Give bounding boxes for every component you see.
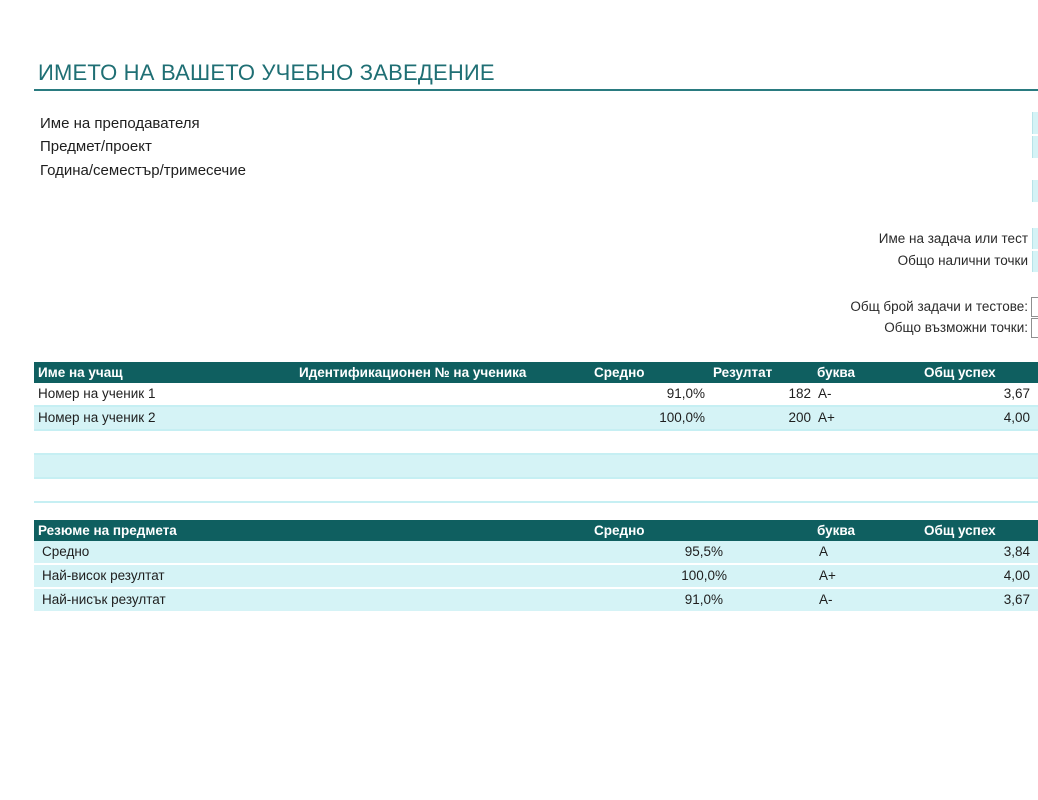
subject-input-cell[interactable] [1032, 136, 1038, 158]
summary-name-cell: Най-нисък резултат [42, 592, 166, 607]
total-tasks-label: Общ брой задачи и тестове: [850, 299, 1028, 314]
summary-average-cell: 95,5% [684, 544, 723, 559]
gpa-cell: 3,67 [1003, 386, 1030, 401]
summary-header-letter: буква [817, 523, 856, 538]
empty-table-row[interactable] [34, 455, 1038, 479]
students-table [34, 362, 1038, 503]
subject-label: Предмет/проект [40, 138, 152, 155]
score-cell: 182 [788, 386, 811, 401]
teacher-input-cell[interactable] [1032, 112, 1038, 134]
summary-header-average: Средно [594, 523, 645, 538]
students-table-header [34, 362, 1038, 383]
header-average[interactable]: Средно [594, 365, 645, 380]
gpa-cell: 4,00 [1003, 410, 1030, 425]
title-underline [34, 89, 1038, 91]
term-input-cell[interactable] [1032, 180, 1038, 202]
header-score[interactable]: Резултат [713, 365, 773, 380]
header-letter[interactable]: буква [817, 365, 856, 380]
summary-row [34, 565, 1038, 589]
available-points-input-cell[interactable] [1032, 251, 1038, 272]
summary-letter-cell: A+ [819, 568, 836, 583]
summary-row [34, 541, 1038, 565]
letter-cell: A- [818, 386, 832, 401]
letter-cell: A+ [818, 410, 835, 425]
score-cell: 200 [788, 410, 811, 425]
table-row[interactable] [34, 407, 1038, 431]
summary-letter-cell: A [819, 544, 829, 559]
summary-average-cell: 100,0% [681, 568, 727, 583]
empty-table-row[interactable] [34, 431, 1038, 455]
total-points-label: Общо възможни точки: [884, 320, 1028, 335]
total-tasks-cell [1031, 297, 1038, 317]
average-cell: 100,0% [659, 410, 705, 425]
summary-table [34, 520, 1038, 613]
term-label: Година/семестър/тримесечие [40, 162, 246, 179]
empty-table-row[interactable] [34, 479, 1038, 503]
header-student-id[interactable]: Идентификационен № на ученика [299, 365, 527, 380]
assignment-name-input-cell[interactable] [1032, 228, 1038, 249]
average-cell: 91,0% [666, 386, 705, 401]
header-student-name[interactable]: Име на учащ [38, 365, 123, 380]
summary-gpa-cell: 3,84 [1003, 544, 1030, 559]
assignment-name-label: Име на задача или тест [878, 231, 1028, 246]
summary-header-gpa: Общ успех [924, 523, 996, 538]
teacher-label: Име на преподавателя [40, 115, 200, 132]
available-points-label: Общо налични точки [897, 253, 1028, 268]
table-row[interactable] [34, 383, 1038, 407]
header-gpa[interactable]: Общ успех [924, 365, 996, 380]
summary-average-cell: 91,0% [684, 592, 723, 607]
summary-table-header [34, 520, 1038, 541]
summary-row [34, 589, 1038, 613]
summary-gpa-cell: 3,67 [1003, 592, 1030, 607]
summary-name-cell: Средно [42, 544, 90, 559]
summary-gpa-cell: 4,00 [1003, 568, 1030, 583]
summary-name-cell: Най-висок резултат [42, 568, 165, 583]
student-name-cell[interactable]: Номер на ученик 1 [38, 386, 156, 401]
summary-header-name: Резюме на предмета [38, 523, 177, 538]
total-points-cell [1031, 318, 1038, 338]
student-name-cell[interactable]: Номер на ученик 2 [38, 410, 156, 425]
school-title: ИМЕТО НА ВАШЕТО УЧЕБНО ЗАВЕДЕНИЕ [38, 60, 495, 85]
summary-letter-cell: A- [819, 592, 833, 607]
